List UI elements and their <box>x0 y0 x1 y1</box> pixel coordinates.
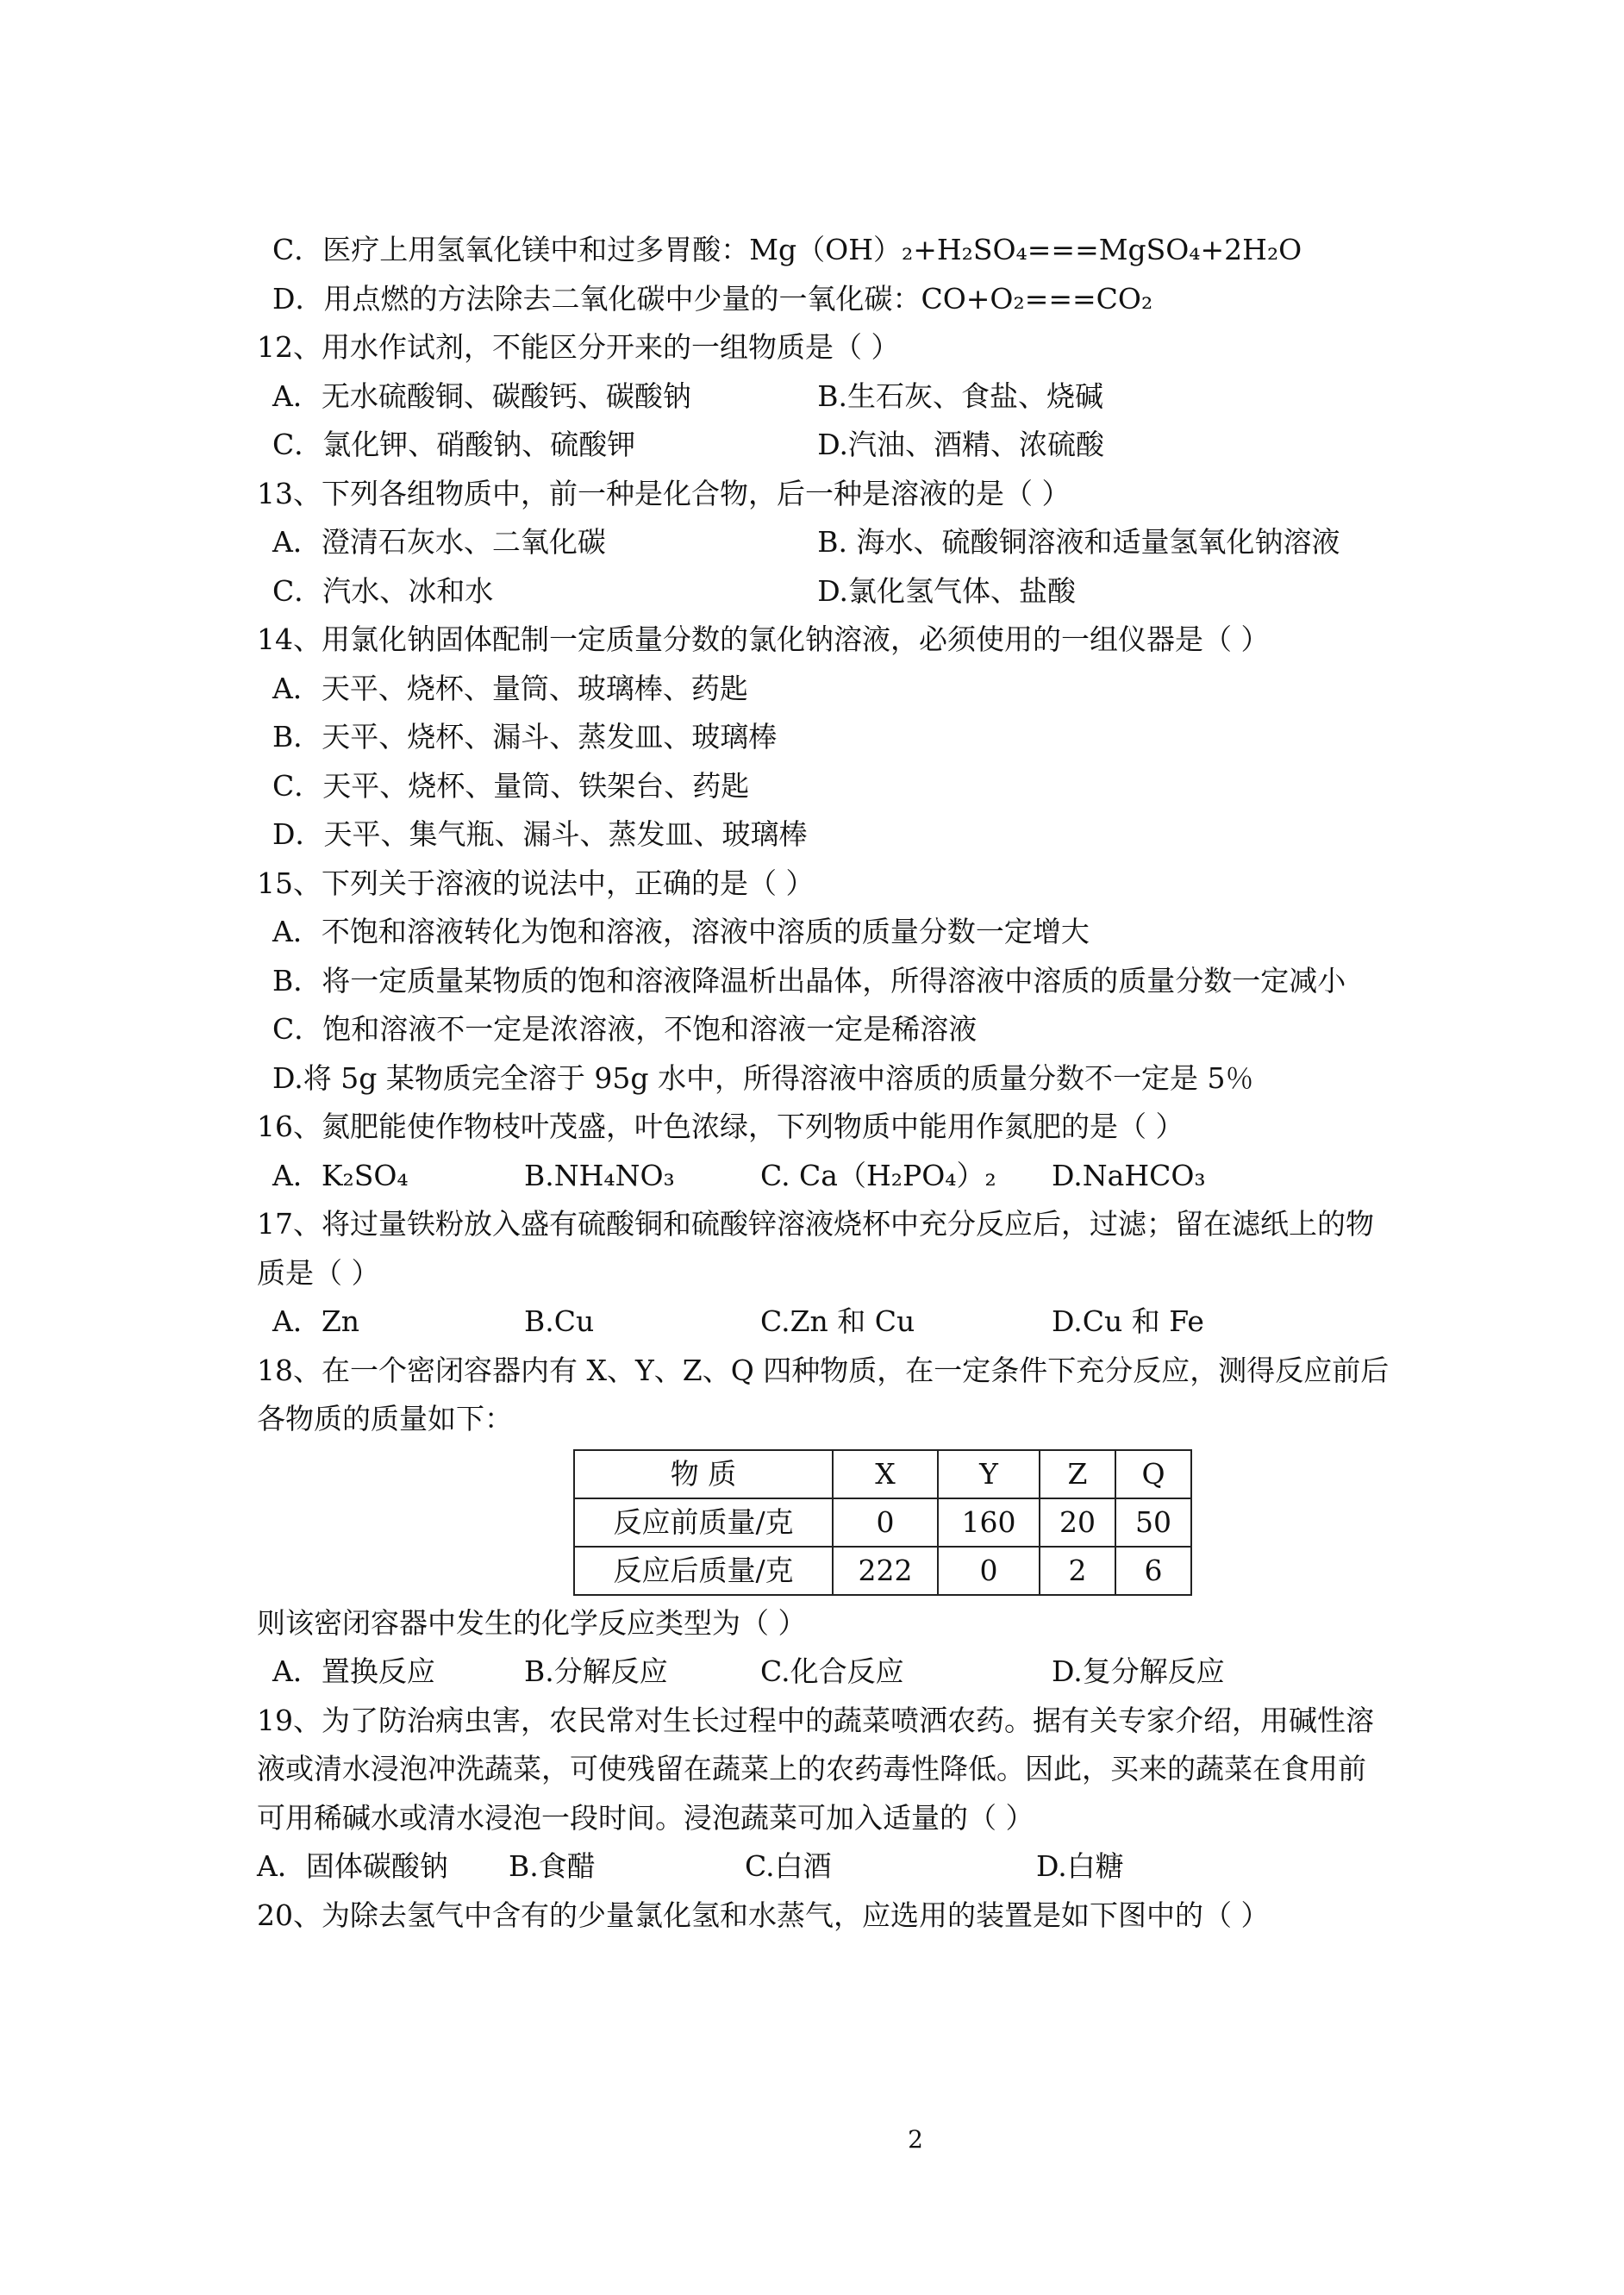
question-line-q17: 17、将过量铁粉放入盛有硫酸铜和硫酸锌溶液烧杯中充分反应后，过滤；留在滤纸上的物 <box>257 1207 1374 1241</box>
question-line-q17b: 质是（ ） <box>257 1255 380 1290</box>
option-text: A．固体碳酸钠 <box>257 1849 448 1883</box>
option-text: B.食醋 <box>509 1849 596 1883</box>
table-cell: 222 <box>833 1547 938 1595</box>
table-cell: 20 <box>1040 1498 1115 1547</box>
question-line-q14c: C．天平、烧杯、量筒、铁架台、药匙 <box>272 768 750 803</box>
option-text: A．Zn <box>272 1304 360 1338</box>
question-line-q13cd <box>257 567 1533 616</box>
question-line-q19b: 液或清水浸泡冲洗蔬菜，可使残留在蔬菜上的农药毒性降低。因此，买来的蔬菜在食用前 <box>257 1752 1366 1785</box>
option-text: D.复分解反应 <box>1052 1654 1225 1688</box>
option-text: B.Cu <box>524 1304 595 1338</box>
questions-lower <box>257 1599 1533 1941</box>
table-cell: 2 <box>1040 1547 1115 1595</box>
table-header-cell: X <box>833 1450 938 1498</box>
option-text: C.化合反应 <box>760 1654 904 1688</box>
page-number: 2 <box>908 2125 923 2154</box>
question-line-q18opts <box>257 1648 1533 1697</box>
table-header-cell: Y <box>938 1450 1040 1498</box>
option-text: D.汽油、酒精、浓硫酸 <box>817 428 1104 461</box>
question-line-q12ab <box>257 372 1533 422</box>
question-line-q18b: 各物质的质量如下： <box>257 1402 513 1435</box>
mass-table-wrap <box>257 1449 1533 1596</box>
option-text: C.Zn 和 Cu <box>760 1304 915 1338</box>
question-line-q17opts <box>257 1298 1533 1347</box>
question-line-q18c: 则该密闭容器中发生的化学反应类型为（ ） <box>257 1605 807 1640</box>
option-text: B.生石灰、食盐、烧碱 <box>817 378 1103 413</box>
mass-table <box>573 1449 1192 1596</box>
option-text: C.白酒 <box>745 1849 832 1883</box>
question-line-l2: D．用点燃的方法除去二氧化碳中少量的一氧化碳：CO+O₂===CO₂ <box>272 281 1153 316</box>
question-line-q15: 15、下列关于溶液的说法中，正确的是（ ） <box>257 866 815 900</box>
question-line-q20: 20、为除去氢气中含有的少量氯化氢和水蒸气，应选用的装置是如下图中的（ ） <box>257 1898 1270 1932</box>
question-line-q19c: 可用稀碱水或清水浸泡一段时间。浸泡蔬菜可加入适量的（ ） <box>257 1800 1034 1835</box>
question-line-q14b: B．天平、烧杯、漏斗、蒸发皿、玻璃棒 <box>272 720 778 754</box>
option-text: D.NaHCO₃ <box>1052 1158 1206 1192</box>
question-line-q13ab <box>257 518 1533 567</box>
option-text: C．氯化钾、硝酸钠、硫酸钾 <box>272 428 636 461</box>
option-text: C. Ca（H₂PO₄）₂ <box>760 1158 996 1192</box>
question-line-l1: C．医疗上用氢氧化镁中和过多胃酸：Mg（OH）₂+H₂SO₄===MgSO₄+2H₂O <box>272 233 1302 266</box>
question-line-q14: 14、用氯化钠固体配制一定质量分数的氯化钠溶液，必须使用的一组仪器是（ ） <box>257 622 1270 656</box>
option-text: A．K₂SO₄ <box>272 1158 409 1192</box>
table-cell: 反应前质量/克 <box>574 1498 833 1547</box>
option-text: B.NH₄NO₃ <box>524 1158 675 1192</box>
table-row <box>574 1498 1191 1547</box>
table-header-cell: Z <box>1040 1450 1115 1498</box>
option-text: A．无水硫酸铜、碳酸钙、碳酸钠 <box>272 378 691 413</box>
question-line-q15a: A．不饱和溶液转化为饱和溶液，溶液中溶质的质量分数一定增大 <box>272 915 1090 948</box>
question-line-q12cd <box>257 421 1533 470</box>
option-text: D.氯化氢气体、盐酸 <box>817 573 1076 608</box>
table-cell: 0 <box>938 1547 1040 1595</box>
question-line-q12: 12、用水作试剂，不能区分开来的一组物质是（ ） <box>257 330 900 364</box>
table-header-row <box>574 1450 1191 1498</box>
question-line-q14a: A．天平、烧杯、量筒、玻璃棒、药匙 <box>272 671 748 705</box>
table-cell: 6 <box>1115 1547 1191 1595</box>
question-line-q15b: B．将一定质量某物质的饱和溶液降温析出晶体，所得溶液中溶质的质量分数一定减小 <box>272 963 1346 997</box>
table-cell: 50 <box>1115 1498 1191 1547</box>
table-header-cell: Q <box>1115 1450 1191 1498</box>
question-line-q15d: D.将 5g 某物质完全溶于 95g 水中，所得溶液中溶质的质量分数不一定是 5％ <box>272 1060 1254 1095</box>
question-line-q13: 13、下列各组物质中，前一种是化合物，后一种是溶液的是（ ） <box>257 476 1071 510</box>
question-line-q14d: D．天平、集气瓶、漏斗、蒸发皿、玻璃棒 <box>272 817 808 851</box>
table-row <box>574 1547 1191 1595</box>
option-text: B.分解反应 <box>524 1654 668 1688</box>
option-text: C．汽水、冰和水 <box>272 573 494 608</box>
question-line-q15c: C．饱和溶液不一定是浓溶液，不饱和溶液一定是稀溶液 <box>272 1012 978 1046</box>
table-cell: 0 <box>833 1498 938 1547</box>
question-line-q16: 16、氮肥能使作物枝叶茂盛，叶色浓绿，下列物质中能用作氮肥的是（ ） <box>257 1110 1184 1143</box>
question-line-q16opts <box>257 1152 1533 1201</box>
option-text: D.白糖 <box>1036 1849 1124 1883</box>
option-text: D.Cu 和 Fe <box>1052 1304 1204 1338</box>
question-line-q19: 19、为了防治病虫害，农民常对生长过程中的蔬菜喷洒农药。据有关专家介绍，用碱性溶 <box>257 1703 1374 1737</box>
option-text: B. 海水、硫酸铜溶液和适量氢氧化钠溶液 <box>817 525 1340 559</box>
questions-upper <box>257 226 1533 1444</box>
table-cell: 反应后质量/克 <box>574 1547 833 1595</box>
question-line-q18: 18、在一个密闭容器内有 X、Y、Z、Q 四种物质，在一定条件下充分反应，测得反应前后 <box>257 1353 1390 1387</box>
option-text: A．澄清石灰水、二氧化碳 <box>272 525 606 559</box>
table-cell: 160 <box>938 1498 1040 1547</box>
option-text: A．置换反应 <box>272 1654 435 1688</box>
table-header-cell: 物 质 <box>574 1450 833 1498</box>
question-line-q19opts <box>257 1842 1533 1892</box>
page-content <box>257 226 1533 1940</box>
